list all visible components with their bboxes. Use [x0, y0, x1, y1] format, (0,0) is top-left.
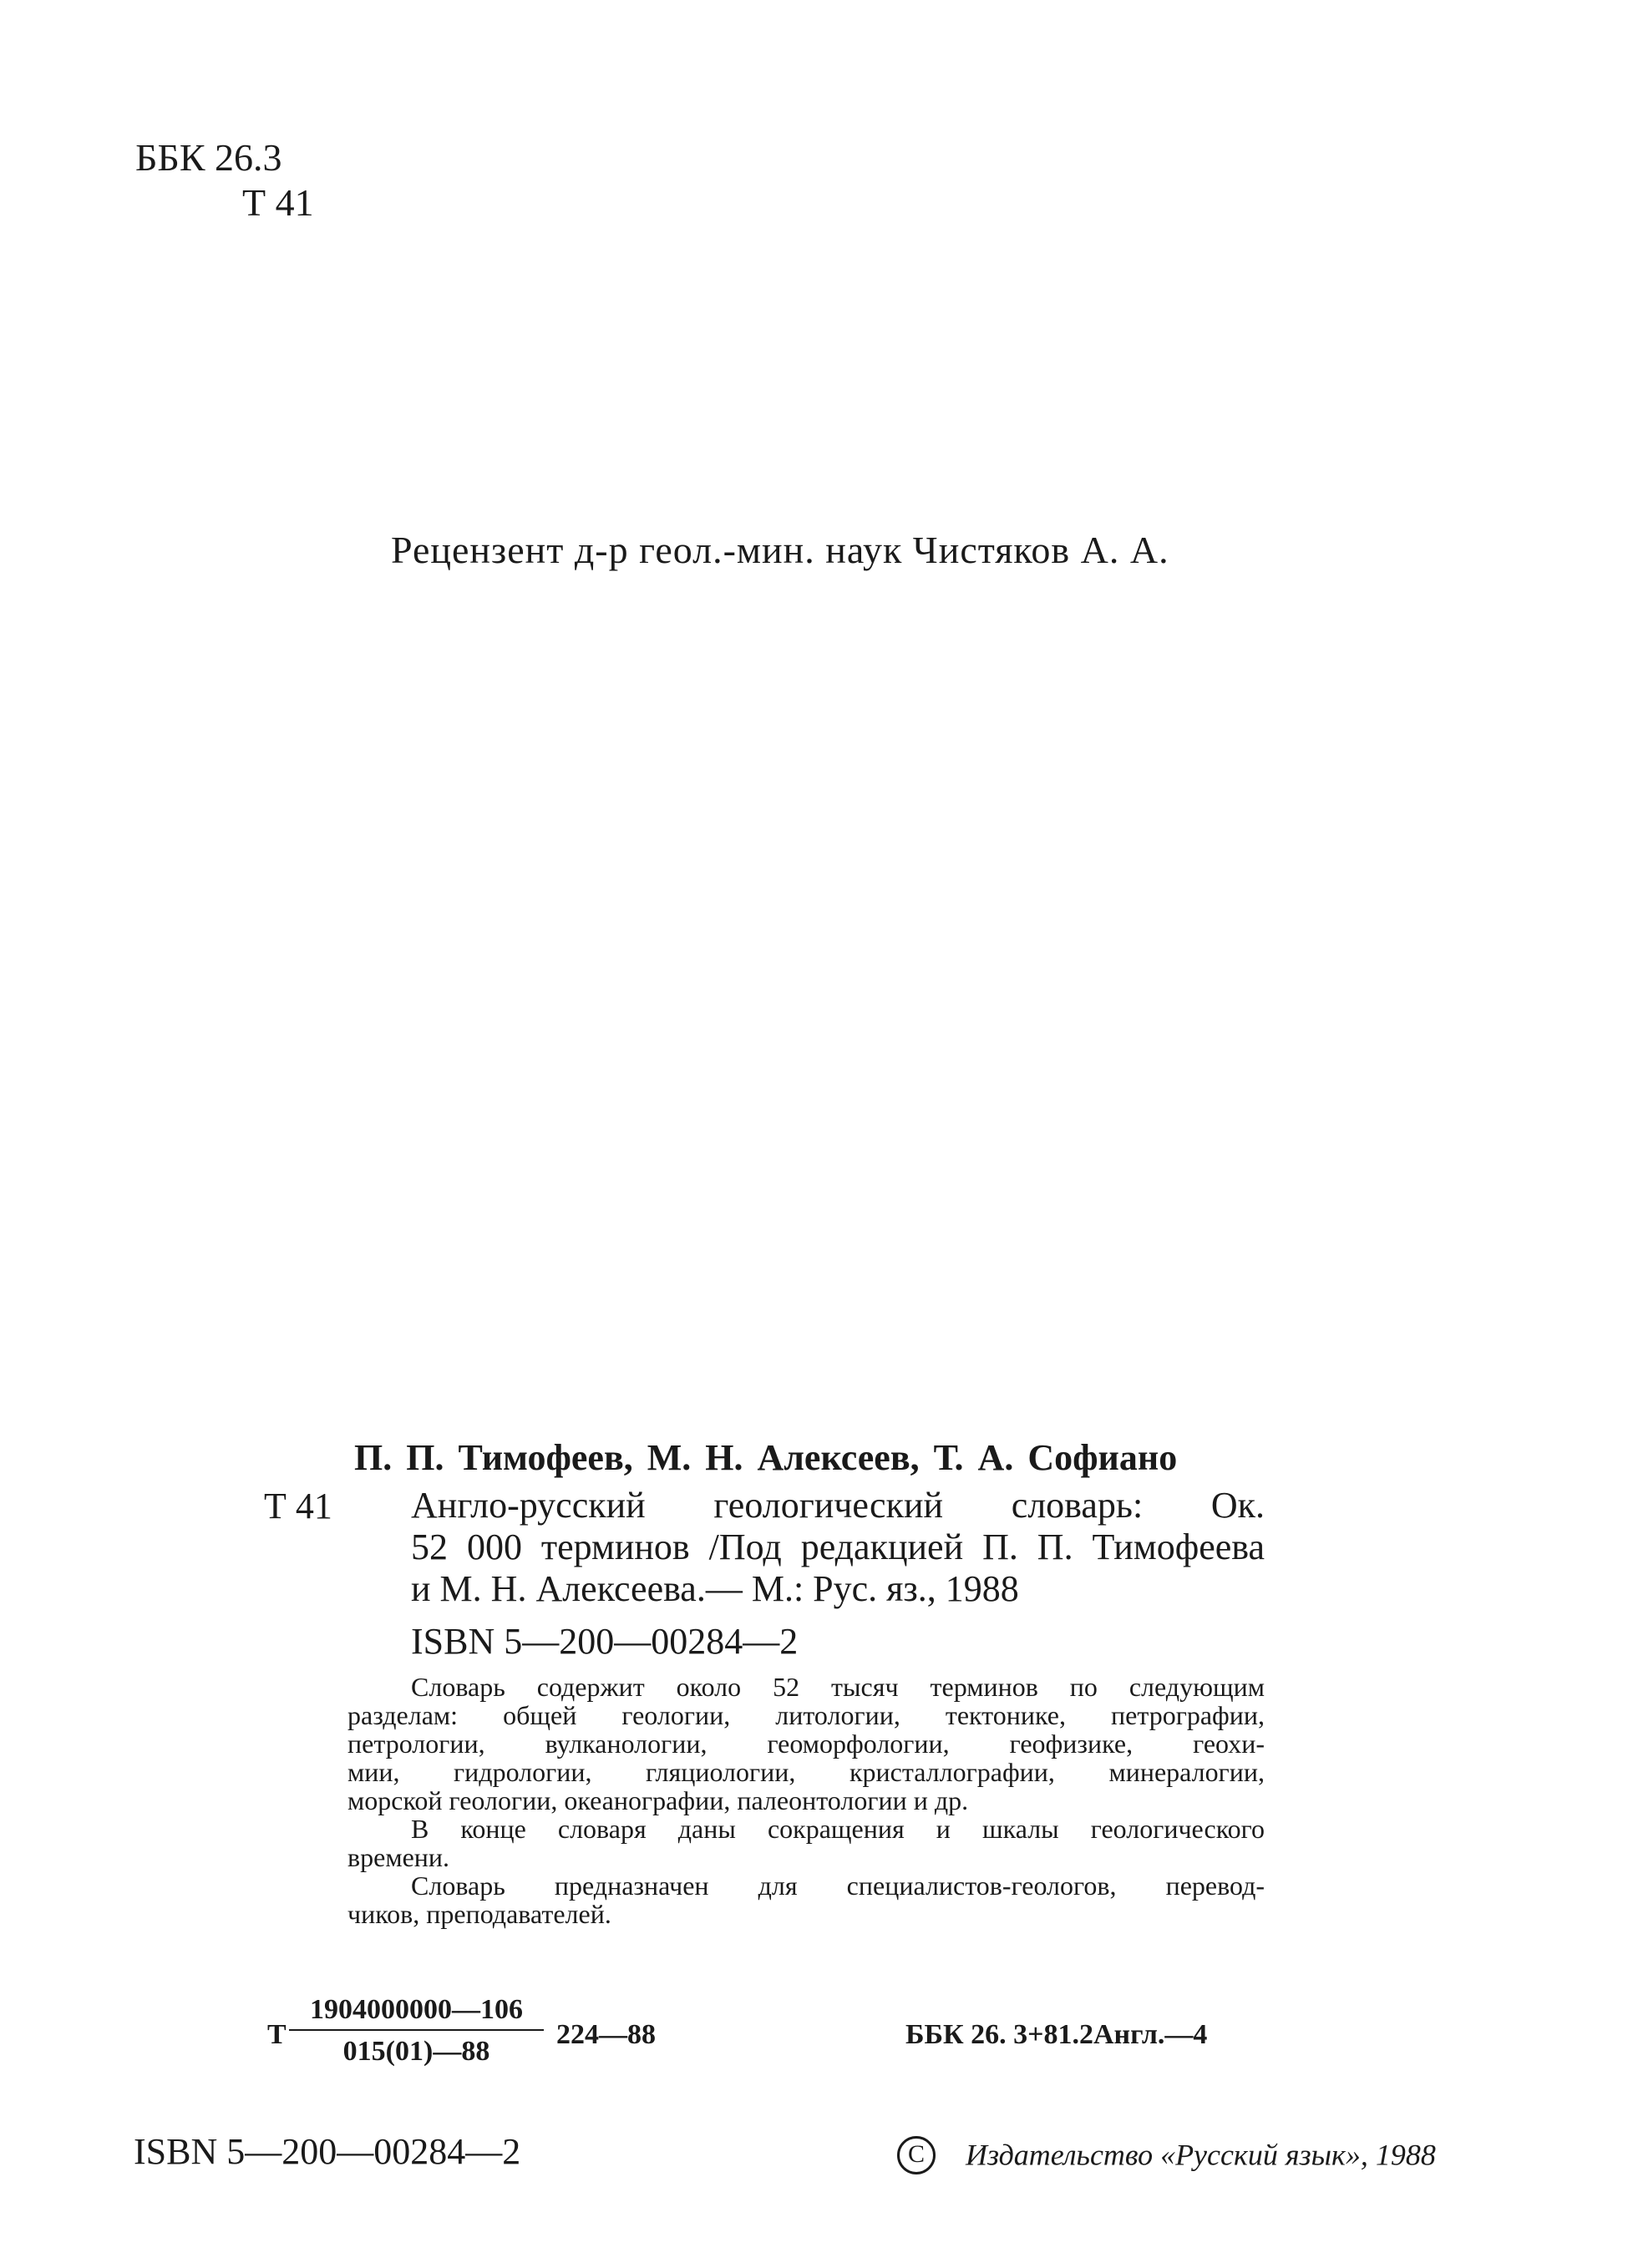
bbk-code: ББК 26.3: [135, 136, 282, 179]
annotation-paragraph: [347, 1815, 1265, 1871]
annotation: [347, 1673, 1265, 1928]
annotation-line: разделам: общей геологии, литологии, тектонике, петрографии,: [347, 1700, 1265, 1730]
copyright-icon: С: [897, 2136, 936, 2174]
catalog-code-fraction: [289, 1994, 544, 2068]
authors-heading: П. П. Тимофеев, М. Н. Алексеев, Т. А. Софиано: [354, 1437, 1178, 1478]
description-line: и М. Н. Алексеева.— М.: Рус. яз., 1988: [411, 1568, 1019, 1609]
annotation-line: Словарь содержит около 52 тысяч терминов по следующим: [411, 1672, 1265, 1702]
description-line: Англо-русский геологический словарь: Ок.: [411, 1485, 1265, 1526]
copyright-text: Издательство «Русский язык», 1988: [966, 2138, 1436, 2172]
catalog-code-prefix: Т: [267, 2019, 287, 2050]
annotation-line: мии, гидрологии, гляциологии, кристаллографии, минералогии,: [347, 1757, 1265, 1787]
annotation-line: Словарь предназначен для специалистов-геологов, перевод-: [411, 1871, 1265, 1901]
annotation-line: петрологии, вулканологии, геоморфологии, геофизике, геохи-: [347, 1729, 1265, 1759]
author-sign: Т 41: [242, 181, 314, 224]
fraction-bar: [289, 2029, 544, 2031]
copyright-line: [897, 2134, 1436, 2174]
annotation-line: времени.: [347, 1842, 450, 1872]
bibliographic-description: [411, 1485, 1265, 1610]
bbk-classification-top: [135, 135, 314, 225]
reviewer-line: Рецензент д-р геол.-мин. наук Чистяков А. А.: [391, 529, 1169, 571]
catalog-code-denominator: 015(01)—88: [342, 2036, 490, 2067]
catalog-code-suffix: 224—88: [556, 2019, 656, 2050]
annotation-line: чиков, преподавателей.: [347, 1899, 611, 1929]
annotation-line: морской геологии, океанографии, палеонтологии и др.: [347, 1785, 969, 1815]
annotation-paragraph: [347, 1673, 1265, 1815]
annotation-paragraph: [347, 1871, 1265, 1928]
annotation-line: В конце словаря даны сокращения и шкалы геологического: [411, 1814, 1265, 1844]
description-line: 52 000 терминов /Под редакцией П. П. Тимофеева: [411, 1526, 1265, 1567]
isbn-bottom: ISBN 5—200—00284—2: [134, 2131, 521, 2172]
bbk-classification-bottom: ББК 26. 3+81.2Англ.—4: [905, 2019, 1208, 2050]
catalog-code-numerator: 1904000000—106: [310, 1994, 523, 2025]
isbn-inline: ISBN 5—200—00284—2: [411, 1621, 799, 1662]
index-code: Т 41: [264, 1486, 332, 1526]
